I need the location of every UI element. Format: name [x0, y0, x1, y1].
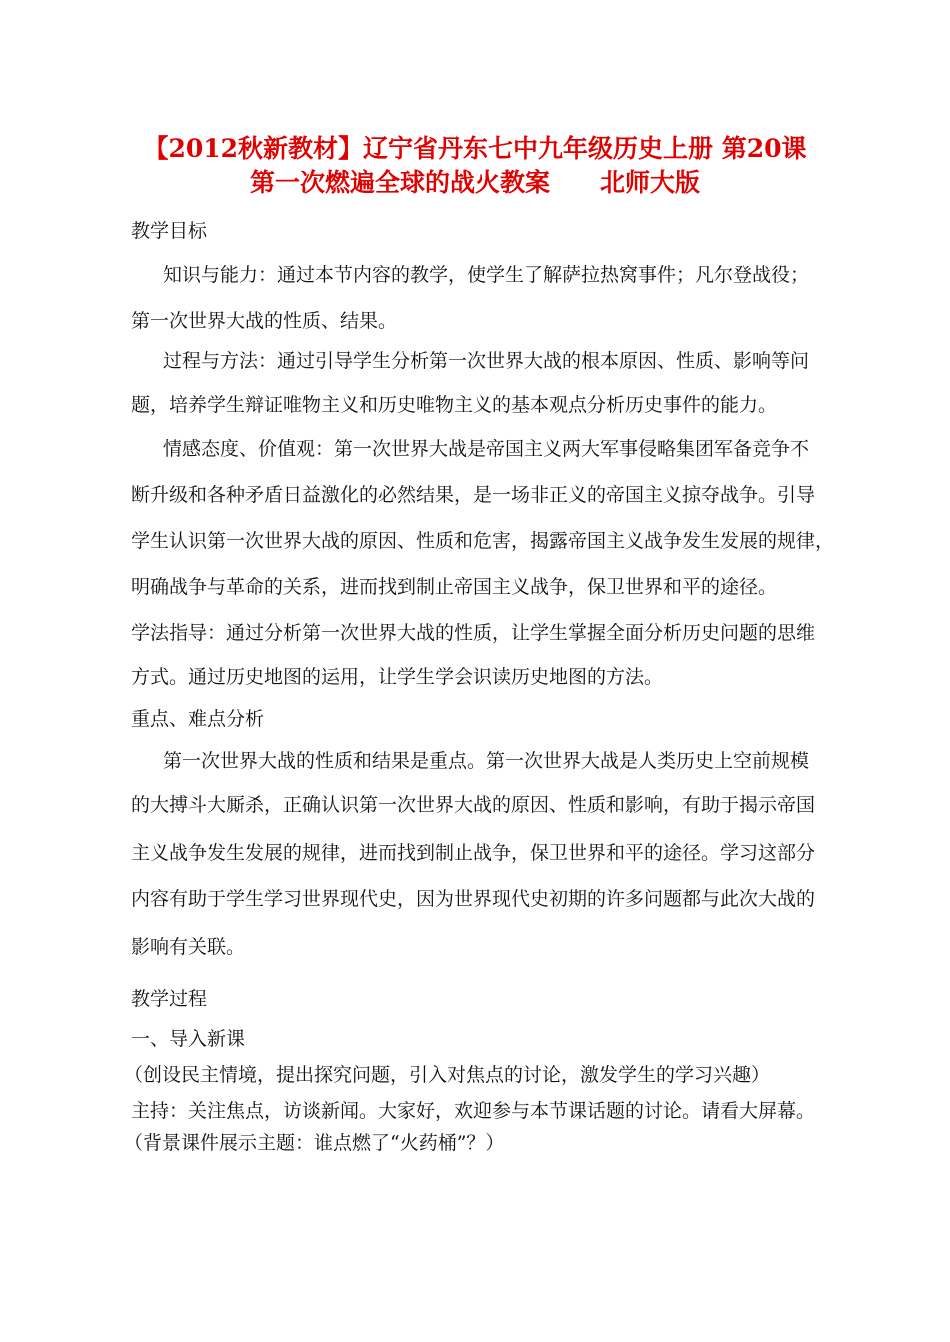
- document-title-line-2: 第一次燃遍全球的战火教案 北师大版: [249, 168, 700, 197]
- process-text-2: 题，培养学生辩证唯物主义和历史唯物主义的基本观点分析历史事件的能力。: [131, 394, 778, 416]
- key-text-4: 内容有助于学生学习世界现代史，因为世界现代史初期的许多问题都与此次大战的: [131, 888, 816, 910]
- method-text-1: 学法指导：通过分析第一次世界大战的性质，让学生掌握全面分析历史问题的思维: [131, 622, 816, 644]
- intro-heading: 一、导入新课: [131, 1028, 246, 1050]
- knowledge-text-1: 知识与能力：通过本节内容的教学，使学生了解萨拉热窝事件；凡尔登战役；: [163, 264, 810, 286]
- key-text-2: 的大搏斗大厮杀，正确认识第一次世界大战的原因、性质和影响，有助于揭示帝国: [131, 794, 816, 816]
- objectives-heading: 教学目标: [131, 220, 208, 242]
- emotion-text-3: 学生认识第一次世界大战的原因、性质和危害，揭露帝国主义战争发生发展的规律，: [131, 530, 835, 552]
- host-line: 主持：关注焦点，访谈新闻。大家好，欢迎参与本节课话题的讨论。请看大屏幕。: [131, 1100, 816, 1122]
- knowledge-text-2: 第一次世界大战的性质、结果。: [131, 310, 398, 332]
- emotion-text-2: 断升级和各种矛盾日益激化的必然结果，是一场非正义的帝国主义掠夺战争。引导: [131, 484, 816, 506]
- key-text-5: 影响有关联。: [131, 936, 246, 958]
- process-text-1: 过程与方法：通过引导学生分析第一次世界大战的根本原因、性质、影响等问: [163, 350, 810, 372]
- method-text-2: 方式。通过历史地图的运用，让学生学会识读历史地图的方法。: [131, 666, 664, 688]
- intro-note: （创设民主情境，提出探究问题，引入对焦点的讨论，激发学生的学习兴趣）: [124, 1064, 771, 1086]
- key-heading: 重点、难点分析: [131, 708, 265, 730]
- key-text-3: 主义战争发生发展的规律，进而找到制止战争，保卫世界和平的途径。学习这部分: [131, 842, 816, 864]
- emotion-text-4: 明确战争与革命的关系，进而找到制止帝国主义战争，保卫世界和平的途径。: [131, 576, 778, 598]
- emotion-text-1: 情感态度、价值观：第一次世界大战是帝国主义两大军事侵略集团军备竞争不: [163, 438, 810, 460]
- document-title-line-1: 【2012秋新教材】辽宁省丹东七中九年级历史上册 第20课: [143, 134, 807, 163]
- key-text-1: 第一次世界大战的性质和结果是重点。第一次世界大战是人类历史上空前规模: [163, 750, 810, 772]
- process-heading: 教学过程: [131, 988, 208, 1010]
- background-line: （背景课件展示主题：谁点燃了“火药桶”？）: [124, 1132, 505, 1154]
